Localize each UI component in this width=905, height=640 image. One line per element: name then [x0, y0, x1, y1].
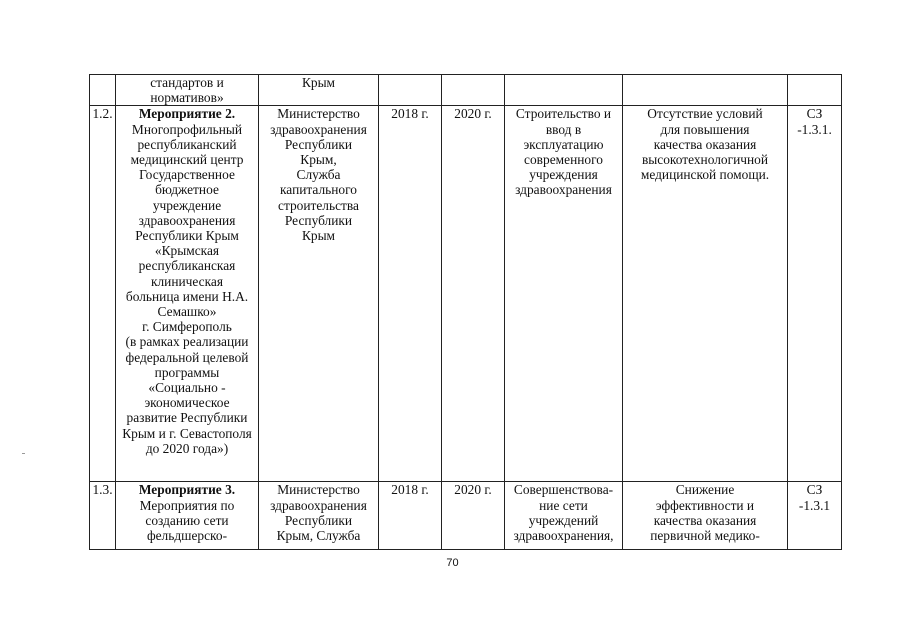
event-cell [116, 75, 259, 106]
event-line: фельдшерско- [146, 528, 228, 544]
end-year-cell: 2020 г. [442, 482, 505, 550]
risk-cell [623, 75, 788, 106]
start-year-cell [379, 75, 442, 106]
result-line: здравоохранения [515, 182, 612, 198]
event-line: учреждение [152, 197, 222, 213]
measures-table [89, 74, 842, 550]
result-line: учреждения [529, 167, 598, 183]
event-line: федеральной целевой [125, 349, 249, 365]
scan-speck [22, 453, 25, 454]
event-cell [116, 106, 259, 482]
row-number: 1.3. [90, 482, 116, 550]
event-line: нормативов» [150, 90, 224, 106]
executor-line: Республики [284, 136, 353, 152]
event-line: Крым и г. Севастополя [122, 425, 252, 441]
event-line: развитие Республики [126, 410, 248, 426]
event-line: Государственное [139, 167, 235, 183]
executor-line: Министерство [277, 482, 360, 498]
executor-line: здравоохранения [270, 497, 367, 513]
risk-line: Снижение [675, 482, 735, 498]
table-row [90, 106, 842, 482]
executor-cell [259, 106, 379, 482]
executor-line: Служба [296, 167, 341, 183]
end-year-cell: 2020 г. [442, 106, 505, 482]
start-year-cell: 2018 г. [379, 482, 442, 550]
event-line: «Социально - [148, 380, 226, 396]
event-line: экономическое [144, 395, 230, 411]
risk-cell [623, 106, 788, 482]
risk-line: качества оказания [653, 136, 757, 152]
risk-line: Отсутствие условий [647, 106, 763, 122]
executor-cell [259, 482, 379, 550]
result-line: ввод в [545, 121, 582, 137]
event-line: созданию сети [145, 512, 229, 528]
event-line: Мероприятия по [139, 497, 235, 513]
executor-line: Крым [301, 228, 336, 244]
table-row [90, 75, 842, 106]
result-cell [505, 106, 623, 482]
link-cell: СЗ -1.3.1 [788, 482, 842, 550]
event-line: республиканский [137, 136, 237, 152]
executor-line: Министерство [277, 106, 360, 122]
event-line: программы [154, 364, 220, 380]
result-line: здравоохранения, [513, 528, 614, 544]
event-line: Республики Крым [135, 228, 239, 244]
end-year-cell [442, 75, 505, 106]
event-line: здравоохранения [138, 212, 236, 228]
executor-line: Республики [284, 512, 353, 528]
event-line: (в рамках реализации [125, 334, 249, 350]
page-number: 70 [446, 557, 459, 569]
executor-line: Республики [284, 212, 353, 228]
risk-line: эффективности и [655, 497, 755, 513]
risk-line: качества оказания [653, 512, 757, 528]
event-title: Мероприятие 2. [138, 106, 236, 122]
executor-line: Крым [301, 75, 336, 90]
result-line: Совершенствова- [513, 482, 614, 498]
row-number: 1.2. [90, 106, 116, 482]
event-line: г. Симферополь [142, 319, 232, 335]
link-cell [788, 75, 842, 106]
event-line: бюджетное [155, 182, 219, 198]
risk-cell [623, 482, 788, 550]
row-number [90, 75, 116, 106]
executor-line: Крым, Служба [276, 528, 361, 544]
result-cell [505, 482, 623, 550]
event-line: Семашко» [157, 304, 217, 320]
event-line: республиканская [138, 258, 236, 274]
event-line: клиническая [150, 273, 224, 289]
risk-line: первичной медико- [650, 528, 760, 544]
table-row [90, 482, 842, 550]
result-line: эксплуатацию [523, 136, 604, 152]
result-line: учреждений [528, 512, 599, 528]
executor-line: здравоохранения [270, 121, 367, 137]
event-cell [116, 482, 259, 550]
result-line: ние сети [539, 497, 588, 513]
event-line: медицинский центр [130, 152, 244, 168]
risk-line: для повышения [660, 121, 750, 137]
executor-cell [259, 75, 379, 106]
start-year-cell: 2018 г. [379, 106, 442, 482]
event-line: «Крымская [154, 243, 220, 259]
result-cell [505, 75, 623, 106]
result-line: современного [524, 152, 603, 168]
executor-line: Крым, [300, 152, 337, 168]
link-cell: СЗ -1.3.1. [788, 106, 842, 482]
event-line: до 2020 года») [145, 440, 229, 456]
event-line: Многопрофильный [131, 121, 243, 137]
event-line: больница имени Н.А. [125, 288, 249, 304]
event-line: стандартов и [150, 75, 224, 90]
result-line: Строительство и [515, 106, 612, 122]
risk-line: медицинской помощи. [640, 167, 770, 183]
executor-line: строительства [278, 197, 359, 213]
executor-line: капитального [280, 182, 357, 198]
risk-line: высокотехнологичной [641, 152, 769, 168]
event-title: Мероприятие 3. [138, 482, 236, 498]
